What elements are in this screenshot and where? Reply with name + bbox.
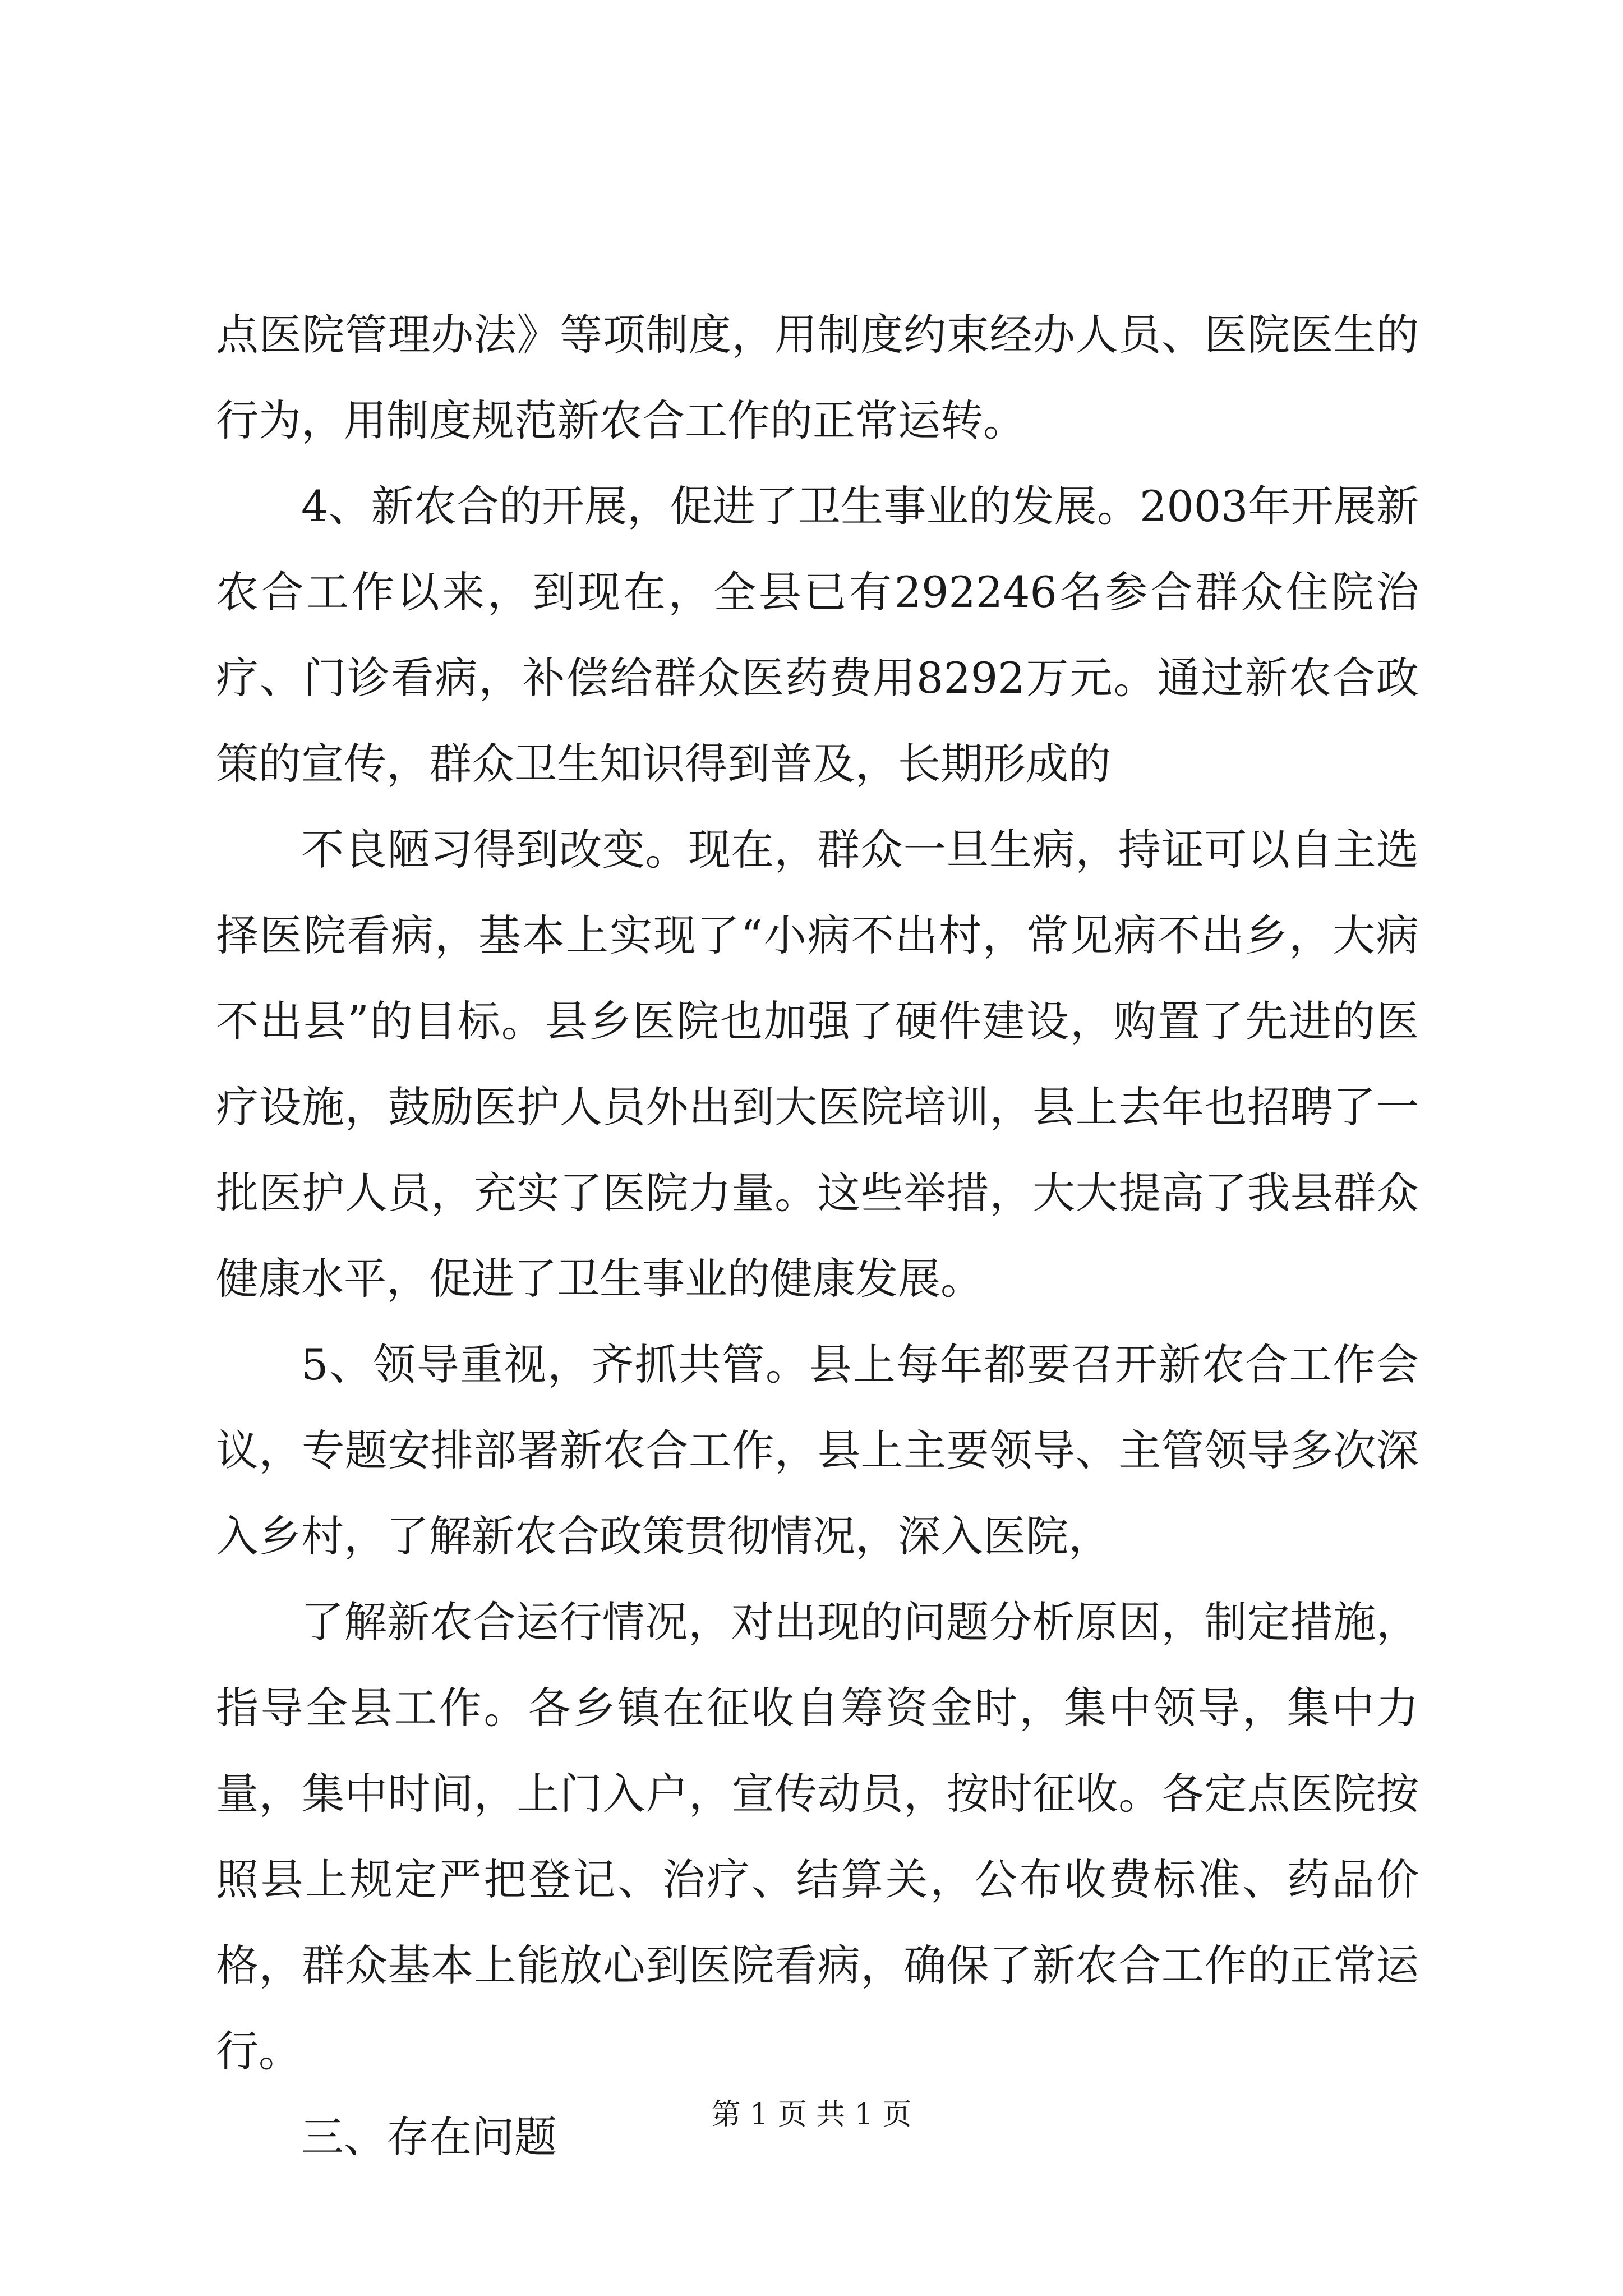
paragraph-item-5: 5、领导重视，齐抓共管。县上每年都要召开新农合工作会议，专题安排部署新农合工作，县上主要领导、主管领导多次深入乡村，了解新农合政策贯彻情况，深入医院，	[216, 1340, 1419, 1561]
paragraph-item-5-continued: 了解新农合运行情况，对出现的问题分析原因，制定措施，指导全县工作。各乡镇在征收自筹资金时，集中领导，集中力量，集中时间，上门入户，宣传动员，按时征收。各定点医院按照县上规定严把登记、治疗、结算关，公布收费标准、药品价格，群众基本上能放心到医院看病，确保了新农合工作的正常运行。	[216, 1597, 1419, 2076]
document-body	[216, 292, 1419, 2180]
paragraph-item-4: 4、新农合的开展，促进了卫生事业的发展。2003年开展新农合工作以来，到现在，全县已有292246名参合群众住院治疗、门诊看病，补偿给群众医药费用8292万元。通过新农合政策的宣传，群众卫生知识得到普及，长期形成的	[216, 481, 1419, 789]
section-heading-problems: 三、存在问题	[301, 2112, 557, 2162]
paragraph-item-4-continued: 不良陋习得到改变。现在，群众一旦生病，持证可以自主选择医院看病，基本上实现了“小病不出村，常见病不出乡，大病不出县”的目标。县乡医院也加强了硬件建设，购置了先进的医疗设施，鼓励医护人员外出到大医院培训，县上去年也招聘了一批医护人员，充实了医院力量。这些举措，大大提高了我县群众健康水平，促进了卫生事业的健康发展。	[216, 825, 1419, 1304]
page-number-footer: 第 1 页 共 1 页	[711, 2098, 912, 2132]
paragraph-continuation: 点医院管理办法》等项制度，用制度约束经办人员、医院医生的行为，用制度规范新农合工作的正常运转。	[216, 310, 1419, 445]
